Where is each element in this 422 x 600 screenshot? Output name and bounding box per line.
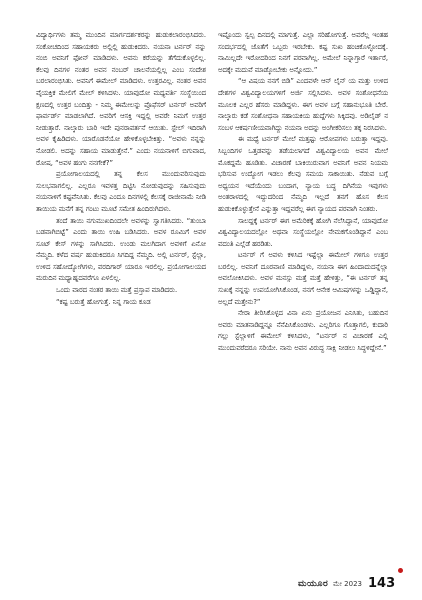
article-column-right — [218, 30, 388, 355]
paragraph: ಸಾಲದ್ದಕ್ಕೆ ಟರ್ನರ್ ಈಗ ಅಮೆರಿಕಕ್ಕೆ ಹೋಗಿ ನೆಲೆಸಿದ್ದಾನೆ, ಯಾವುದೋ ವಿಶ್ವವಿದ್ಯಾಲಯದಲ್ಲೋ ಅಥವಾ ಸಂಸ್ಥೆಯಲ್ಲೋ ನೇಮಕಗೊಂಡಿದ್ದಾನೆ ಎಂಬ ವದಂತಿ ಎಲ್ಲೆಡೆ ಹರಡಿತು. — [218, 216, 388, 248]
page-number: 143 — [368, 576, 396, 591]
paragraph: “ಕಷ್ಟ ಬರುತ್ತೆ ಹೋಗುತ್ತೆ. ನಿನ್ನ ಗಾಯ ಕೂಡ — [56, 297, 151, 306]
issue-date: ಮೇ 2023 — [333, 580, 362, 588]
paragraph: ಒಂದು ವಾರದ ನಂತರ ತಾಯಿ ಮತ್ತೆ ಪ್ರಸ್ತಾಪ ಮಾಡಿದರು. — [56, 286, 178, 295]
paragraph: ಈ ಮಧ್ಯೆ ಟರ್ನರ್ ಮೇಲೆ ಮತ್ತಷ್ಟು ಆರೋಪಗಳು ಬರುತ್ತಾ ಇದ್ದವು. ಸಿಬ್ಬಂದಿಗಳ ಒತ್ತಡವನ್ನು ತಡೆಯಲಾಗದೆ ವಿಶ್ವವಿದ್ಯಾಲಯ ಅವನ ಮೇಲೆ ಮೊಕದ್ದಮೆ ಹೂಡಿತು. ವಿಚಾರಣೆ ಬಾಕಿಯಿರುವಾಗ ಅವನಿಗೆ ಅವನ ನಿಯಮ ಭರಿಸುವ ಉದ್ಯೋಗ ಇಡಲು ಕೆಲವು ಸಮಯ ಸಾಕಾಯಿತು. ನೆಡುವ ಬಗ್ಗೆ ಅಧ್ಯಯನ ಇದೆಯೆಂದು ಬಂದಾಗ, ನ್ಯಾಯ ಬದ್ಧ ದಿಗಿನೆಯ ಇವುಗಳು ಅಂತರಾಳದಲ್ಲಿ ಇದ್ದುದರಿಂದ ನೆಮ್ಮದಿ ಇಲ್ಲದೆ ತನಗೆ ಹೊಸ ಕೆಲಸ ಹುಡುಕಿಕೊಳ್ಳುತ್ತೇನೆ ಎನ್ನುತ್ತಾ ಇದ್ದವರೆಲ್ಲ ಈಗ ನ್ಯಾಯದ ಪರವಾಗಿ ನಿಂತರು. — [218, 135, 388, 213]
page-footer — [0, 578, 422, 596]
paragraph: ಇಷ್ಟೊಂದು ಸ್ವಲ್ಪ ದಿನದಲ್ಲಿ ಮಾಗುತ್ತೆ. ಎಲ್ಲಾ ಸರಿಹೋಗುತ್ತೆ. ಅವರೆಲ್ಲ ಇಂತಹ ಸಂದರ್ಭದಲ್ಲಿ ಜೊತೆಗೆ ಒಬ್ಬರು ಇರಬೇಕು. ಕಷ್ಟ ಸುಖ ಹಂಚಿಕೊಳ್ಳೋದಕ್ಕೆ. ನಾಮಿಲ್ಲದೇ ಇರೋದರಿಂದ ನಿನಗೆ ಪರವಾಗಿಲ್ಲ. ಅಮೇಲೆ ನಿನ್ನಾಗ್ತಾರೆ ಇರ್ತಾರೆ, ಅದಕ್ಕೇ ಮದುವೆ ಮಾಡ್ಕೋಬೇಕು ಅನ್ನೋದು.” — [218, 31, 388, 74]
article-column-left — [36, 30, 206, 308]
paragraph: ನೇರಾ ತೀರಿಸಿಕೊಳ್ಳದ ವಿನಾ ಏನು ಪ್ರಯೋಜನ ಎನಿಸಿತು, ಬಹುದಿನ ಅವರು ಮಾತನಾಡಿದ್ದನ್ನೂ ನೆನೆಪಿಸಿಕೊಂಡಳು. ಎಲ್ಲರಿಗೂ ಗೊತ್ತಾಗಲಿ, ಕುದಾರಿ ಗಲ್ಲು ಸ್ಟೆಲ್ಲಾಳಿಗೆ ಈಮೇಲ್ ಕಳಿಸಿದಳು, “ಟರ್ನರ್ ನ ವಿಚಾರಣೆ ಎಲ್ಲಿ ಮುಂದುವರೆದರೂ ಸರಿಯೇ. ನಾನು ಅವನ ವಿರುದ್ಧ ಸಾಕ್ಷಿ ನೀಡಲು ಸಿದ್ಧಳಿದ್ದೇನೆ.” — [218, 309, 388, 353]
paragraph: “ಆ ವಿಷಯ ನನಗೆ ಬಿಡಿ” ಎಂದವಳೇ ಆನ್ ಲೈನ್ ಯ ಮತ್ತು ಉಳಿದ ದೇಶಗಳ ವಿಶ್ವವಿದ್ಯಾಲಯಗಳಿಗೆ ಅರ್ಜಿ ಸಲ್ಲಿಸಿದಳು. ಅವಳ ಸಂಶೋಧನೆಯ ಮೂಲಕ ಎಲ್ಲರ ಹೆಸರು ಮಾಡಿದ್ದಳು. ಈಗ ಅವಳ ಬಗ್ಗೆ ಸಹಾನುಭೂತಿ ಬೇರೆ. ನಾಲ್ಕಾರು ಕಡೆ ಸಂಶೋಧನಾ ಸಹಾಯಕಿಯ ಹುದ್ದೆಗಳು ಸಿಕ್ಕಿದವು. ಅಡಿಲೈಡ್ ನ ಸಂಬಳ ಆಕರ್ಷಣೀಯವಾಗಿದ್ದು ನಯನಾ ಅದನ್ನು ಅಂಗೀಕರಿಸಲು ತಕ್ಕ ನಿರಸಿದಳು. — [218, 77, 388, 132]
paragraph: ಪ್ರಯೋಗಾಲಯದಲ್ಲಿ ತನ್ನ ಕೆಲಸ ಮುಂದುವರಿಸುವುದು ಸುಲಭವಾಗಲಿಲ್ಲ. ಎಲ್ಲರೂ ಇವಳತ್ತ ದಿಟ್ಟಿಸಿ ನೋಡುವುದನ್ನು ಸಹಿಸುವುದು ನಯನಾಳಿಗೆ ಕಷ್ಟವೆನಿಸಿತು. ಕೆಲವು ಎಂದೂ ದಿನಗಳಲ್ಲಿ ಕೆಲಸಕ್ಕೆ ರಾಜೀನಾಮೆ ನೀಡಿ ತಾಯಿಯ ಮನೆಗೆ ತನ್ನ ಗಂಟು ಮೂಟೆ ಸಮೇತ ಹಿಂದಿರುಗಿದಳು. — [36, 170, 206, 213]
paragraph: ವಿದ್ಯಾರ್ಥಿಗಳು ತಮ್ಮ ಮುಂದಿನ ಮಾರ್ಗದರ್ಶಕರನ್ನು ಹುಡುಕಲಾರಂಭಿಸಿದರು. ಸಂಕೋಚದಿಂದ ಸಹಾಯಕರು ಅಲ್ಲಿಲ್ಲಿ ಹುಡುಕಿದರು. ನಯನಾ ಟರ್ನರ್ ನನ್ನು ನಂಬಿ ಅವನಿಗೆ ಫೋನ್ ಮಾಡಿದಳು. ಅವನು ಕರೆಯನ್ನು ತೆಗೆದುಕೊಳ್ಳಲಿಲ್ಲ. ಕೆಲವು ದಿನಗಳ ನಂತರ ಅವನ ನಂಬರ್ ಚಾಲನೆಯಲ್ಲಿಲ್ಲ ಎಂಬ ಸಂದೇಶ ಬರಲಾರಂಭಿಸಿತು. ಅವನಿಗೆ ಈಮೇಲ್ ಮಾಡಿದಳು. ಉತ್ತರವಿಲ್ಲ. ನಂತರ ಅವನ ವೈಯಕ್ತಿಕ ಮೇಲಿಗೆ ಮೇಲ್ ಕಳಿಸಿದಳು. ಯಾವುದೋ ಮಧ್ಯವರ್ತಿ ಸಂಸ್ಥೆಯಿಂದ ಕ್ಷಣದಲ್ಲಿ ಉತ್ತರ ಬಂದಿತ್ತು - ನಿಮ್ಮ ಈಮೇಲನ್ನು ಪ್ರೊಫೆಸರ್ ಟರ್ನರ್ ಅವರಿಗೆ ಫಾರ್ವರ್ಡ್ ಮಾಡಲಾಗಿದೆ. ಅವರಿಗೆ ಆಸಕ್ತಿ ಇದ್ದಲ್ಲಿ ಅವರೇ ನಿಮಗೆ ಉತ್ತರ ನೀಡುತ್ತಾರೆ. ನಾಲ್ಕಾರು ಬಾರಿ ಇದೇ ಪುನರಾವರ್ತನೆ ಆಯಿತು. ಸ್ಟೇಲ್ ಇದಿರಾಗಿ ಅವಳ ಕೈಹಿಡಿದಳು. ಯಾರೊಡನೆಯೋ ಹೇಳಿಕೊಳ್ಳಬೇಕಿತ್ತು. “ಅವಳು ನನ್ನನ್ನು ನೋಡಲಿ. ಅದನ್ನು ಸಹಾಯ ಮಾಡುತ್ತೇನೆ.” ಎಂದು ನಯನಾಳಿಗೆ ಬಿಗುವಾದ, ರೋಷ, “ಅವಳ ಹಂಗು ನನಗೇಕೆ?” — [36, 31, 206, 167]
magazine-logo: ಮಯೂರ — [298, 579, 329, 589]
paragraph: ಟರ್ನರ್ ಗೆ ಅವಳು ಕಳಿಸಿದ ಇಷ್ಟೆಲ್ಲಾ ಈಮೇಲ್ ಗಳಿಗೂ ಉತ್ತರ ಬರಲಿಲ್ಲ. ಅವನಿಗೆ ದೂರವಾಣಿ ಮಾಡಿದ್ದಳು, ನಯನಾ ಈಗ ಹಿಂದಾದುದನ್ನೆಲ್ಲಾ ಅವಲೋಕಿಸಿದಳು. ಅವಳ ಮನಸ್ಸು ಮತ್ತೆ ಮತ್ತೆ ಹೇಳಿತ್ತು, “ಈ ಟರ್ನರ್ ತನ್ನ ಸುಖಕ್ಕೆ ನನ್ನನ್ನು ಉಪಯೋಗಿಸಿಕೊಂಡ, ನನಗೆ ಆನೇಕ ಆಮಿಷಗಳನ್ನು ಒಡ್ಡಿದ್ದಾನೆ, ಅಲ್ಲದೆ ಮತ್ತೇನು?” — [218, 251, 388, 306]
paragraph: ತಂದೆ ತಾಯಿ ನಗುಮುಖದಿಂದಲೇ ಅವಳನ್ನು ಸ್ವಾಗತಿಸಿದರು. “ತುಂಬಾ ಬಡವಾಗಿಬಿಟ್ಟೆ” ಎಂದು ತಾಯಿ ಉಹಿ ಬಡಿಸಿದರು. ಅವಳ ರೂಮಿಗೆ ಅವಳ ಸೂಟ್ ಕೇಸ್ ಗಳನ್ನು ಸಾಗಿಸಿದರು. ಉಂಡು ಮಲಗಿದಾಗ ಅವಳಿಗೆ ಏನೋ ನೆಮ್ಮದಿ. ಕಳೆದ ವರ್ಷ ಹುಡುಕಿದರೂ ಸಿಗದಿದ್ದ ನೆಮ್ಮದಿ. ಅಲ್ಲಿ ಟರ್ನರ್, ಸ್ಟೆಲ್ಲಾ, ಉಳಿದ ಸಹೋದ್ಯೋಗಿಗಳು, ವರದಿಗಾರ್ ಯಾರೂ ಇರಲಿಲ್ಲ. ಪ್ರಯೋಗಾಲಯದ ಮರುದಿನ ಮಧ್ಯಾಹ್ನದವರೆಗೂ ಏಳಲಿಲ್ಲ. — [36, 216, 206, 283]
end-marker-dot — [398, 568, 403, 573]
